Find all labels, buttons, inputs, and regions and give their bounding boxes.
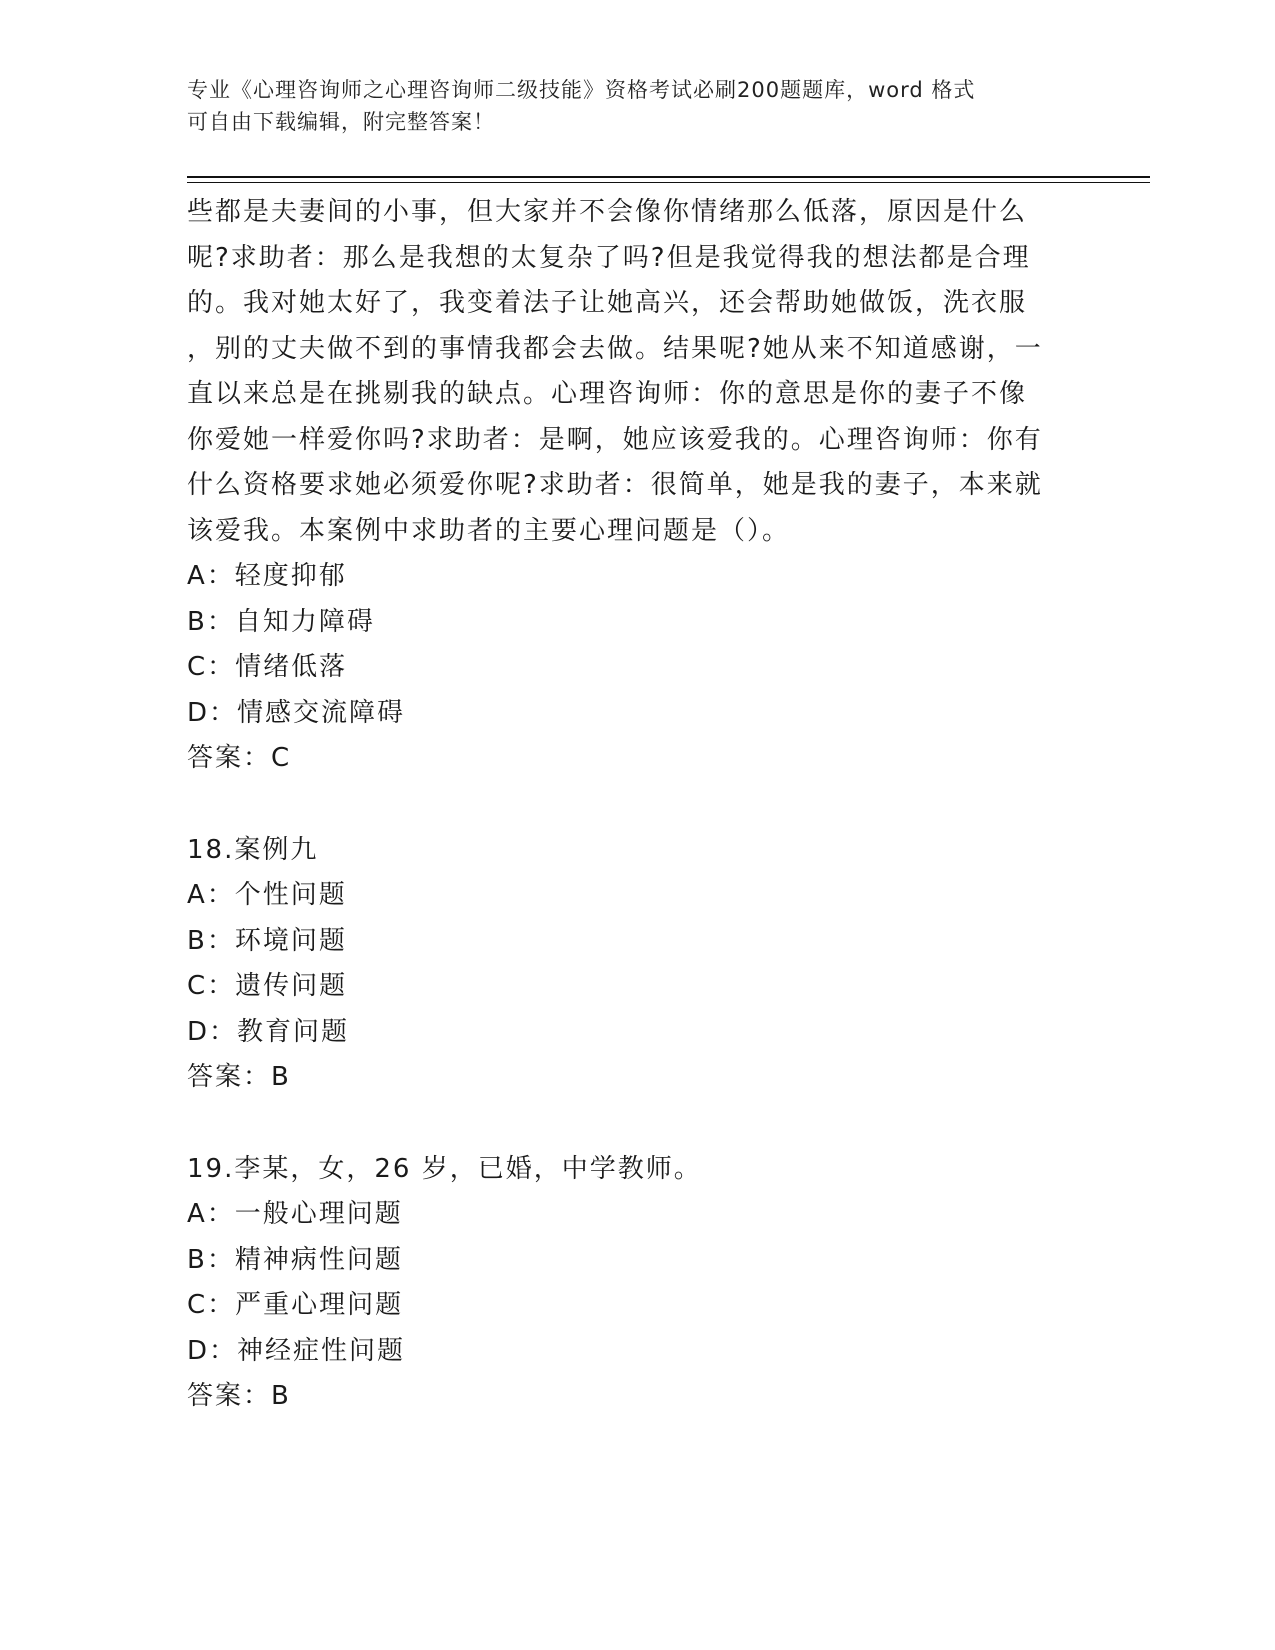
- option-d: D：情感交流障碍: [187, 697, 406, 728]
- question-17-passage: [187, 190, 1087, 554]
- option-a: A：一般心理问题: [187, 1199, 403, 1229]
- option-a: A：轻度抑郁: [187, 561, 347, 591]
- option-c: C：情绪低落: [187, 652, 348, 682]
- header-line-1: 专业《心理咨询师之心理咨询师二级技能》资格考试必刷200题题库，word 格式: [187, 78, 976, 102]
- question-18: [187, 828, 1087, 1101]
- document-body: [187, 190, 1087, 1420]
- passage-line: 的。我对她太好了，我变着法子让她高兴，还会帮助她做饭，洗衣服: [187, 288, 1028, 318]
- spacer: [187, 782, 1087, 828]
- passage-line: ，别的丈夫做不到的事情我都会去做。结果呢?她从来不知道感谢，一: [187, 333, 1043, 364]
- option-d: D：神经症性问题: [187, 1335, 406, 1366]
- option-a: A：个性问题: [187, 880, 347, 910]
- document-header: [187, 74, 1087, 138]
- option-c: C：严重心理问题: [187, 1290, 404, 1320]
- passage-line: 该爱我。本案例中求助者的主要心理问题是（）。: [187, 515, 791, 546]
- option-b: B：环境问题: [187, 925, 347, 956]
- answer-label: 答案：B: [187, 1062, 291, 1092]
- passage-line: 些都是夫妻间的小事，但大家并不会像你情绪那么低落，原因是什么: [187, 197, 1028, 227]
- question-17-options: [187, 554, 1087, 782]
- option-b: B：精神病性问题: [187, 1244, 403, 1275]
- question-stem: 19.李某，女，26 岁，已婚，中学教师。: [187, 1153, 702, 1184]
- header-line-2: 可自由下载编辑，附完整答案！: [187, 110, 495, 134]
- question-19: [187, 1147, 1087, 1420]
- passage-line: 什么资格要求她必须爱你呢?求助者：很简单，她是我的妻子，本来就: [187, 470, 1043, 500]
- answer-label: 答案：B: [187, 1381, 291, 1411]
- spacer: [187, 1101, 1087, 1147]
- passage-line: 呢?求助者：那么是我想的太复杂了吗?但是我觉得我的想法都是合理: [187, 242, 1031, 273]
- header-rule-thin: [187, 182, 1150, 183]
- option-d: D：教育问题: [187, 1016, 350, 1047]
- passage-line: 直以来总是在挑剔我的缺点。心理咨询师：你的意思是你的妻子不像: [187, 379, 1028, 409]
- option-b: B：自知力障碍: [187, 606, 375, 637]
- option-c: C：遗传问题: [187, 971, 348, 1001]
- answer-label: 答案：C: [187, 743, 292, 773]
- passage-line: 你爱她一样爱你吗?求助者：是啊，她应该爱我的。心理咨询师：你有: [187, 424, 1043, 455]
- header-rule-thick: [187, 176, 1150, 178]
- question-stem: 18.案例九: [187, 834, 319, 865]
